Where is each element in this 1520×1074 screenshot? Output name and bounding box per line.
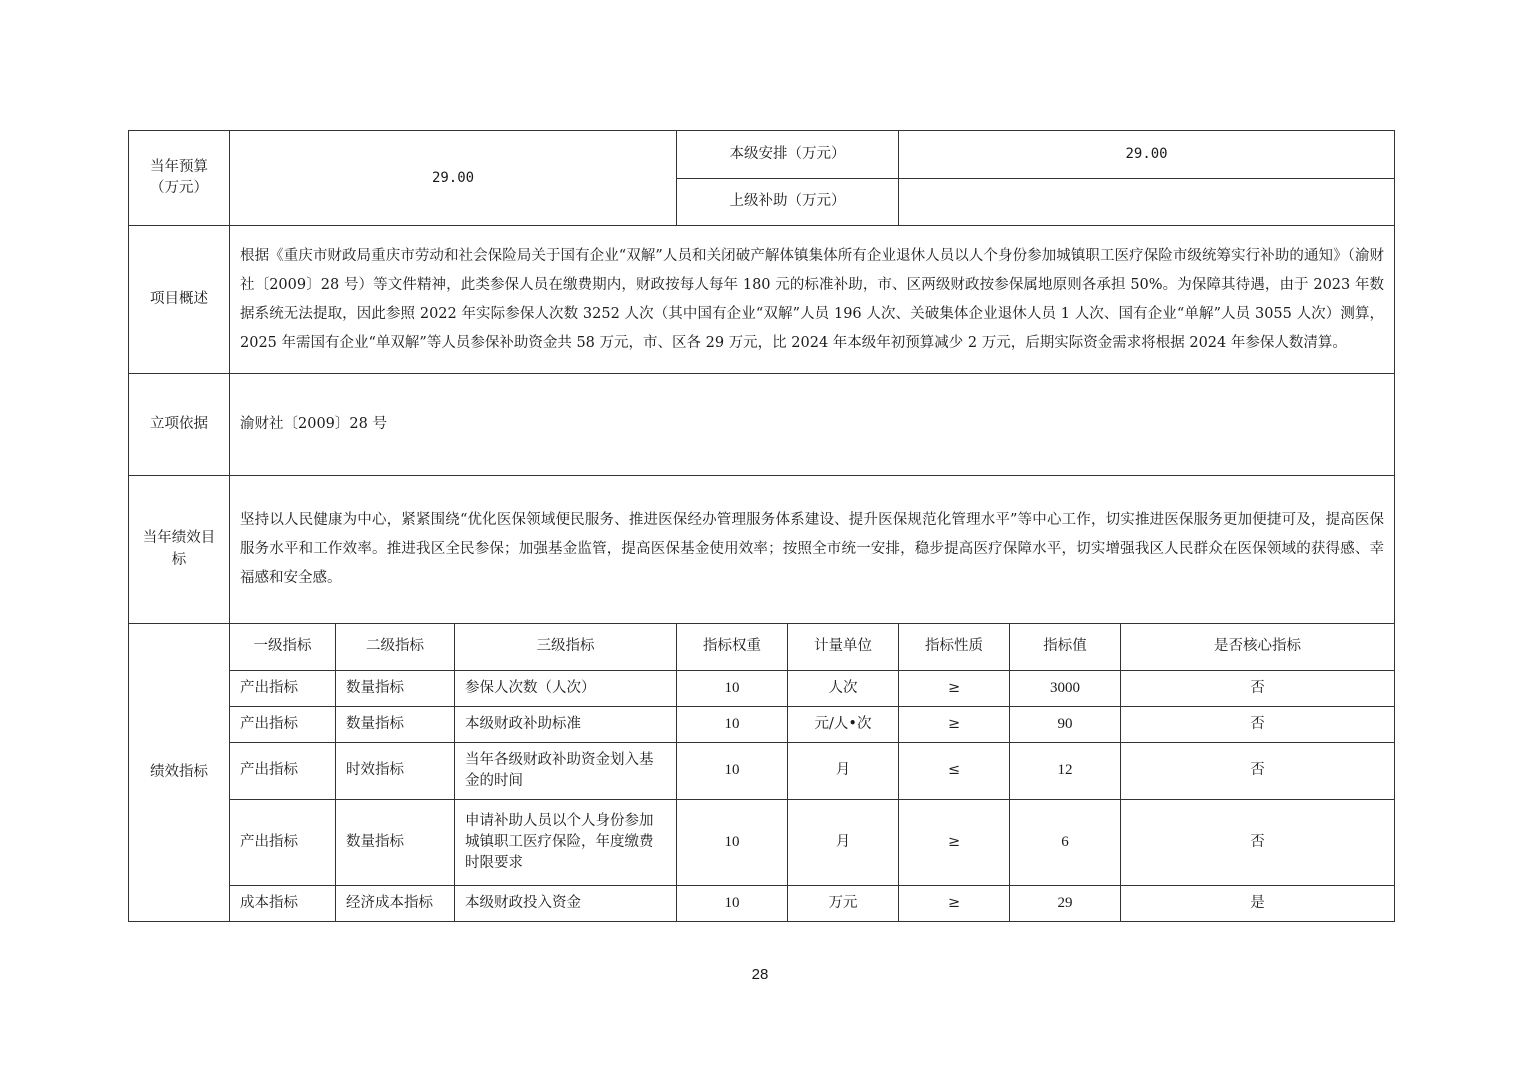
superior-subsidy-label: 上级补助（万元） (677, 179, 899, 226)
header-level2: 二级指标 (336, 624, 455, 671)
cell-core: 否 (1121, 671, 1395, 707)
table-row (129, 707, 1395, 743)
cell-unit: 月 (788, 800, 899, 886)
indicators-label: 绩效指标 (129, 624, 230, 922)
cell-level1: 产出指标 (230, 671, 336, 707)
cell-level2: 数量指标 (336, 707, 455, 743)
goal-label: 当年绩效目标 (129, 476, 230, 624)
performance-table (128, 130, 1395, 922)
goal-text: 坚持以人民健康为中心，紧紧围绕“优化医保领域便民服务、推进医保经办管理服务体系建设、提升医保规范化管理水平”等中心工作，切实推进医保服务更加便捷可及，提高医保服务水平和工作效率。推进我区全民参保；加强基金监管，提高医保基金使用效率；按照全市统一安排，稳步提高医疗保障水平，切实增强我区人民群众在医保领域的获得感、幸福感和安全感。 (230, 476, 1395, 624)
cell-nature: ≥ (899, 707, 1010, 743)
page-number: 28 (751, 966, 769, 983)
table-row (129, 886, 1395, 922)
budget-total: 29.00 (230, 131, 677, 226)
header-unit: 计量单位 (788, 624, 899, 671)
table-row (129, 800, 1395, 886)
cell-value: 3000 (1010, 671, 1121, 707)
basis-text: 渝财社〔2009〕28 号 (230, 374, 1395, 476)
cell-unit: 元/人•次 (788, 707, 899, 743)
cell-weight: 10 (677, 707, 788, 743)
cell-level1: 产出指标 (230, 800, 336, 886)
cell-level3: 参保人次数（人次） (455, 671, 677, 707)
header-value: 指标值 (1010, 624, 1121, 671)
overview-text: 根据《重庆市财政局重庆市劳动和社会保险局关于国有企业“双解”人员和关闭破产解体镇集体所有企业退休人员以人个身份参加城镇职工医疗保险市级统筹实行补助的通知》（渝财社〔2009〕28 号）等文件精神，此类参保人员在缴费期内，财政按每人每年 180 元的标准补助，市、区两级财政按参保属地原则各承担 50%。为保障其待遇，由于 2023 年数据系统无法提取，因此参照 2022 年实际参保人次数 3252 人次（其中国有企业“双解”人员 196 人次、关破集体企业退休人员 1 人次、国有企业“单解”人员 3055 人次）测算，2025 年需国有企业“单双解”等人员参保补助资金共 58 万元，市、区各 29 万元，比 2024 年本级年初预算减少 2 万元，后期实际资金需求将根据 2024 年参保人数清算。 (230, 226, 1395, 374)
cell-level2: 数量指标 (336, 671, 455, 707)
superior-subsidy-value (899, 179, 1395, 226)
table-row (129, 671, 1395, 707)
cell-nature: ≤ (899, 743, 1010, 800)
basis-label: 立项依据 (129, 374, 230, 476)
budget-label: 当年预算（万元） (129, 131, 230, 226)
cell-value: 6 (1010, 800, 1121, 886)
header-weight: 指标权重 (677, 624, 788, 671)
cell-weight: 10 (677, 886, 788, 922)
cell-core: 否 (1121, 800, 1395, 886)
cell-core: 是 (1121, 886, 1395, 922)
cell-nature: ≥ (899, 800, 1010, 886)
cell-nature: ≥ (899, 671, 1010, 707)
cell-unit: 月 (788, 743, 899, 800)
cell-value: 12 (1010, 743, 1121, 800)
cell-nature: ≥ (899, 886, 1010, 922)
cell-level1: 产出指标 (230, 707, 336, 743)
cell-level2: 数量指标 (336, 800, 455, 886)
cell-level3: 本级财政投入资金 (455, 886, 677, 922)
cell-level3: 当年各级财政补助资金划入基金的时间 (455, 743, 677, 800)
header-nature: 指标性质 (899, 624, 1010, 671)
cell-core: 否 (1121, 707, 1395, 743)
cell-unit: 万元 (788, 886, 899, 922)
cell-value: 29 (1010, 886, 1121, 922)
cell-level2: 经济成本指标 (336, 886, 455, 922)
cell-core: 否 (1121, 743, 1395, 800)
local-budget-label: 本级安排（万元） (677, 131, 899, 179)
overview-label: 项目概述 (129, 226, 230, 374)
cell-level3: 本级财政补助标准 (455, 707, 677, 743)
cell-level3: 申请补助人员以个人身份参加城镇职工医疗保险，年度缴费时限要求 (455, 800, 677, 886)
local-budget-value: 29.00 (899, 131, 1395, 179)
cell-level1: 产出指标 (230, 743, 336, 800)
cell-weight: 10 (677, 800, 788, 886)
cell-weight: 10 (677, 671, 788, 707)
cell-unit: 人次 (788, 671, 899, 707)
cell-level1: 成本指标 (230, 886, 336, 922)
cell-level2: 时效指标 (336, 743, 455, 800)
cell-value: 90 (1010, 707, 1121, 743)
cell-weight: 10 (677, 743, 788, 800)
header-level1: 一级指标 (230, 624, 336, 671)
header-level3: 三级指标 (455, 624, 677, 671)
header-core: 是否核心指标 (1121, 624, 1395, 671)
table-row (129, 743, 1395, 800)
